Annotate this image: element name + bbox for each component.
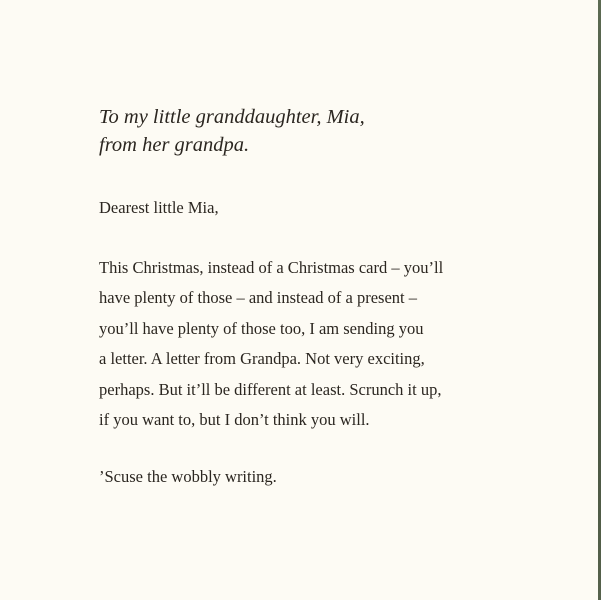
dedication-line: from her grandpa. bbox=[99, 134, 250, 156]
paragraph-line: This Christmas, instead of a Christmas card – you’ll bbox=[99, 258, 444, 277]
paragraph-line: have plenty of those – and instead of a present – bbox=[99, 288, 417, 308]
paragraph-line: a letter. A letter from Grandpa. Not very exciting, bbox=[99, 349, 425, 369]
postscript-line: ’Scuse the wobbly writing. bbox=[99, 467, 277, 486]
letter-postscript bbox=[99, 462, 277, 492]
letter-greeting: Dearest little Mia, bbox=[99, 198, 219, 217]
dedication bbox=[99, 103, 365, 159]
paragraph-line: if you want to, but I don’t think you will. bbox=[99, 410, 370, 430]
paragraph-line: perhaps. But it’ll be different at least. Scrunch it up, bbox=[99, 379, 442, 399]
letter-paragraph bbox=[99, 253, 443, 435]
paragraph-line: you’ll have plenty of those too, I am sending you bbox=[99, 318, 424, 338]
dedication-line: To my little granddaughter, Mia, bbox=[99, 106, 365, 128]
letter-body bbox=[99, 196, 519, 220]
